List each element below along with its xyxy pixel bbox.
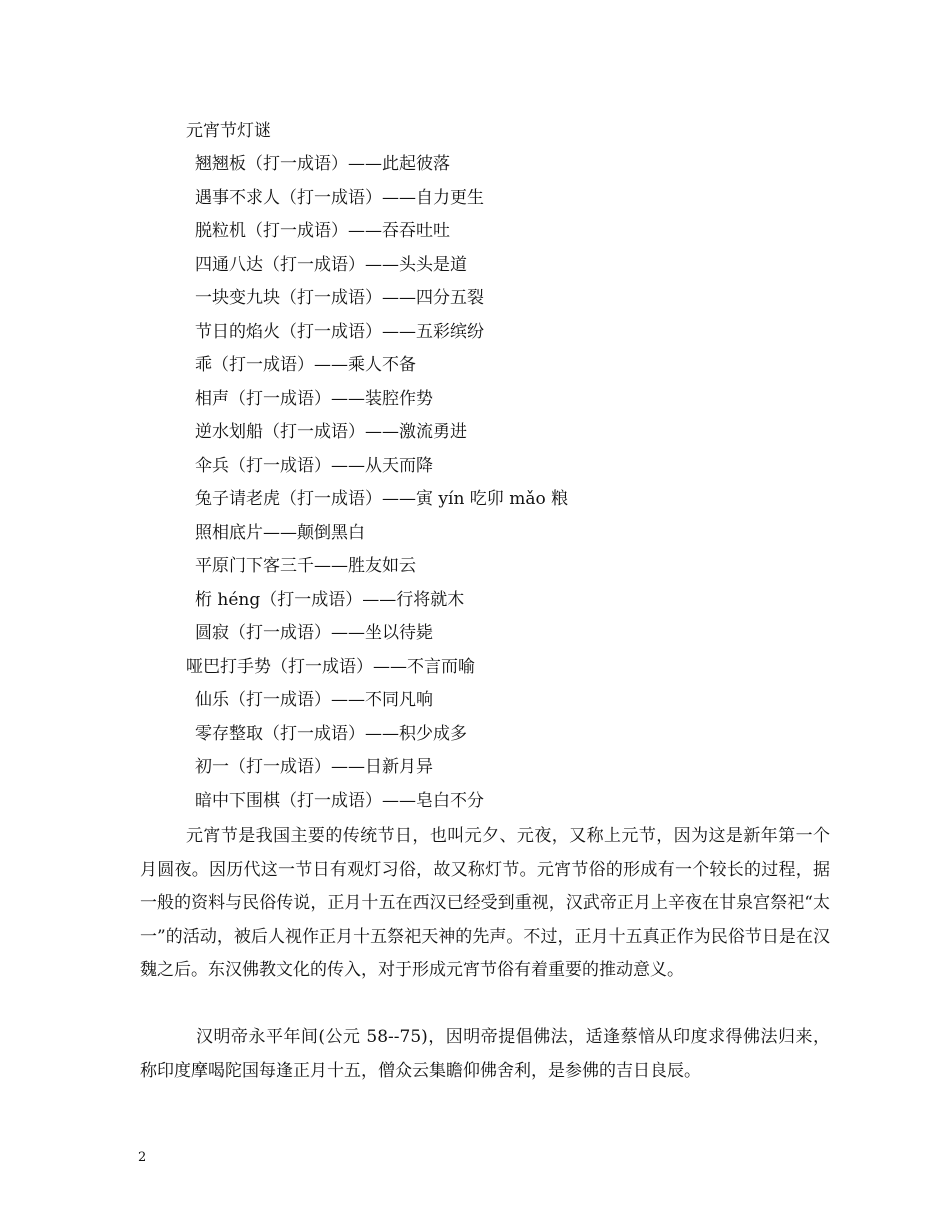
riddle-item: 逆水划船（打一成语）——激流勇进 [195, 422, 467, 442]
riddle-item: 遇事不求人（打一成语）——自力更生 [195, 187, 484, 208]
riddle-item: 圆寂（打一成语）——坐以待毙 [195, 623, 433, 643]
riddle-item: 乖（打一成语）——乘人不备 [195, 355, 416, 375]
riddle-item: 翘翘板（打一成语）——此起彼落 [195, 154, 450, 174]
riddle-item: 四通八达（打一成语）——头头是道 [195, 254, 467, 275]
riddle-item: 一块变九块（打一成语）——四分五裂 [195, 288, 484, 308]
riddle-item: 零存整取（打一成语）——积少成多 [195, 723, 467, 744]
riddle-item: 初一（打一成语）——日新月异 [195, 757, 433, 777]
riddle-item: 仙乐（打一成语）——不同凡响 [195, 690, 433, 710]
riddle-list [0, 151, 950, 821]
riddle-item: 桁 héng（打一成语）——行将就木 [195, 589, 465, 610]
riddle-item: 脱粒机（打一成语）——吞吞吐吐 [195, 221, 450, 241]
riddle-item: 兔子请老虎（打一成语）——寅 yín 吃卯 mǎo 粮 [195, 489, 569, 509]
riddle-item: 伞兵（打一成语）——从天而降 [195, 455, 433, 476]
riddle-item: 节日的焰火（打一成语）——五彩缤纷 [195, 321, 484, 342]
body-paragraph-1: 元宵节是我国主要的传统节日，也叫元夕、元夜，又称上元节，因为这是新年第一个月圆夜。因历代这一节日有观灯习俗，故又称灯节。元宵节俗的形成有一个较长的过程，据一般的资料与民俗传说，正月十五在西汉已经受到重视，汉武帝正月上辛夜在甘泉宫祭祀“太一”的活动，被后人视作正月十五祭祀天神的先声。不过，正月十五真正作为民俗节日是在汉魏之后。东汉佛教文化的传入，对于形成元宵节俗有着重要的推动意义。 [140, 826, 830, 980]
section-title: 元宵节灯谜 [186, 121, 271, 141]
body-paragraph-2: 汉明帝永平年间(公元 58--75)，因明帝提倡佛法，适逢蔡愔从印度求得佛法归来，称印度摩喝陀国每逢正月十五，僧众云集瞻仰佛舍利，是参佛的吉日良辰。 [140, 1027, 830, 1081]
riddle-item: 相声（打一成语）——装腔作势 [195, 388, 433, 409]
riddle-item: 平原门下客三千——胜友如云 [195, 556, 416, 576]
riddle-item: 哑巴打手势（打一成语）——不言而喻 [186, 656, 475, 677]
page-number: 2 [138, 1150, 147, 1165]
riddle-item: 照相底片——颠倒黑白 [195, 522, 365, 543]
riddle-item: 暗中下围棋（打一成语）——皂白不分 [195, 790, 484, 811]
